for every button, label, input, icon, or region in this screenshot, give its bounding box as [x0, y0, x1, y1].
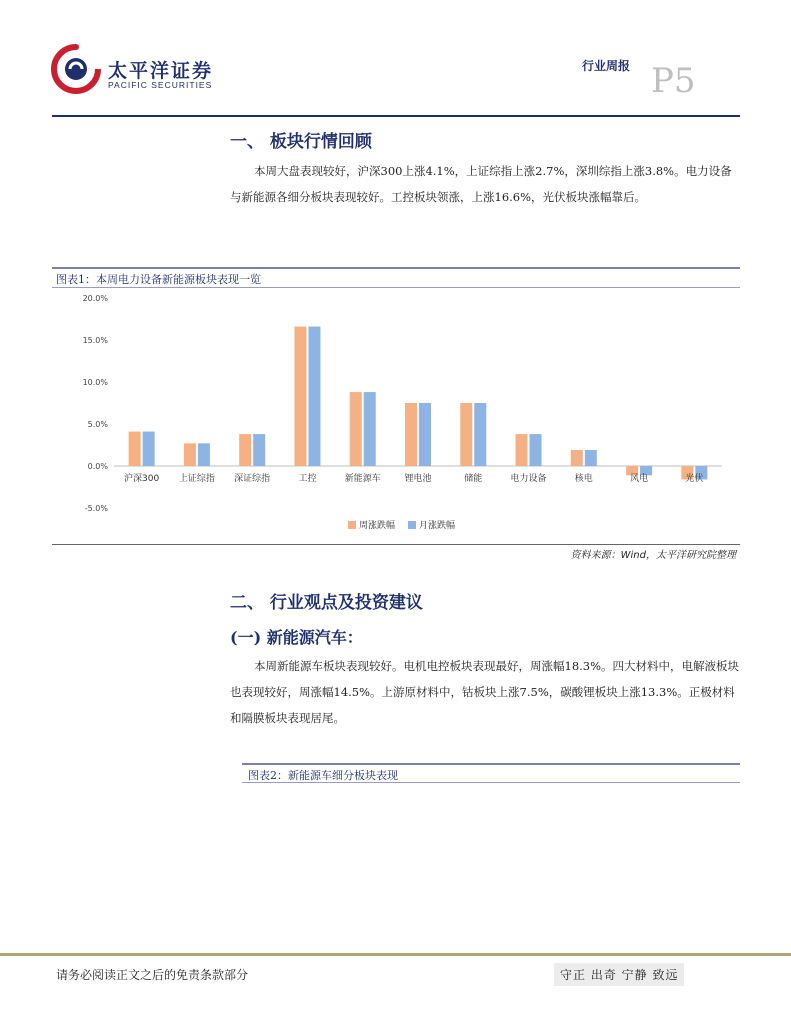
pacific-securities-logo [50, 42, 102, 94]
bar-monthly [198, 443, 210, 466]
footer-disclaimer: 请务必阅读正文之后的免责条款部分 [56, 968, 249, 982]
footer-divider [0, 953, 791, 956]
legend-swatch-monthly [408, 521, 416, 529]
bar-weekly [571, 450, 583, 466]
figure-2-top-rule [242, 763, 740, 765]
bar-monthly [308, 327, 320, 466]
bar-weekly [239, 434, 251, 466]
bar-monthly [143, 432, 155, 466]
figure-1-bar-chart [52, 288, 740, 544]
footer-motto: 守正 出奇 宁静 致远 [554, 963, 684, 986]
y-tick-label: 5.0% [87, 420, 108, 429]
x-category-label: 储能 [464, 474, 483, 484]
y-tick-label: 20.0% [82, 294, 108, 303]
bar-monthly [474, 403, 486, 466]
report-type: 行业周报 [582, 59, 631, 73]
figure-1-caption: 图表1：本周电力设备新能源板块表现一览 [56, 273, 261, 286]
x-category-label: 光伏 [685, 474, 704, 484]
figure-2-caption-rule [242, 782, 740, 783]
figure-2-caption: 图表2：新能源车细分板块表现 [248, 769, 398, 782]
bar-monthly [419, 403, 431, 466]
x-category-label: 锂电池 [404, 474, 432, 484]
bar-weekly [129, 432, 141, 466]
bar-weekly [405, 403, 417, 466]
brand-name-en: PACIFIC SECURITIES [108, 80, 213, 90]
section-title-1: 一、 板块行情回顾 [230, 132, 372, 152]
y-tick-label: 0.0% [87, 462, 108, 471]
bar-monthly [585, 450, 597, 466]
bar-weekly [294, 327, 306, 466]
bar-monthly [530, 434, 542, 466]
bar-weekly [350, 392, 362, 466]
y-tick-label: -5.0% [84, 504, 108, 513]
bar-weekly [460, 403, 472, 466]
x-category-label: 工控 [298, 474, 317, 484]
subsection-title-1: (一) 新能源汽车： [230, 628, 363, 647]
x-category-label: 沪深300 [124, 474, 160, 484]
x-category-label: 风电 [630, 474, 649, 484]
x-category-label: 电力设备 [510, 474, 547, 484]
legend-label-weekly: 周涨跌幅 [359, 521, 396, 531]
header-divider [52, 115, 740, 117]
x-category-label: 上证综指 [178, 474, 215, 484]
bar-monthly [253, 434, 265, 466]
section-2-paragraph: 本周新能源车板块表现较好。电机电控板块表现最好，周涨幅18.3%。四大材料中，电解液板块也表现较好，周涨幅14.5%。上游原材料中，钴板块上涨7.5%，碳酸锂板块上涨13.3%。正极材料和隔膜板块表现居尾。 [230, 659, 740, 725]
x-category-label: 深证综指 [234, 474, 271, 484]
y-tick-label: 10.0% [82, 378, 108, 387]
y-tick-label: 15.0% [82, 336, 108, 345]
bar-weekly [184, 443, 196, 466]
brand-name-cn: 太平洋证券 [108, 60, 214, 82]
bar-monthly [364, 392, 376, 466]
figure-1-source: 资料来源：Wind，太平洋研究院整理 [570, 550, 736, 561]
section-title-2: 二、 行业观点及投资建议 [230, 593, 423, 613]
x-category-label: 新能源车 [344, 474, 381, 484]
section-1-paragraph: 本周大盘表现较好，沪深300上涨4.1%，上证综指上涨2.7%，深圳综指上涨3.8%。电力设备与新能源各细分板块表现较好。工控板块领涨，上涨16.6%，光伏板块涨幅靠后。 [230, 164, 732, 204]
x-category-label: 核电 [574, 474, 593, 484]
figure-1-bottom-rule [52, 544, 740, 545]
legend-label-monthly: 月涨跌幅 [419, 521, 456, 531]
bar-weekly [516, 434, 528, 466]
legend-swatch-weekly [348, 521, 356, 529]
figure-1-top-rule [52, 267, 740, 269]
page-number: P5 [651, 61, 696, 101]
